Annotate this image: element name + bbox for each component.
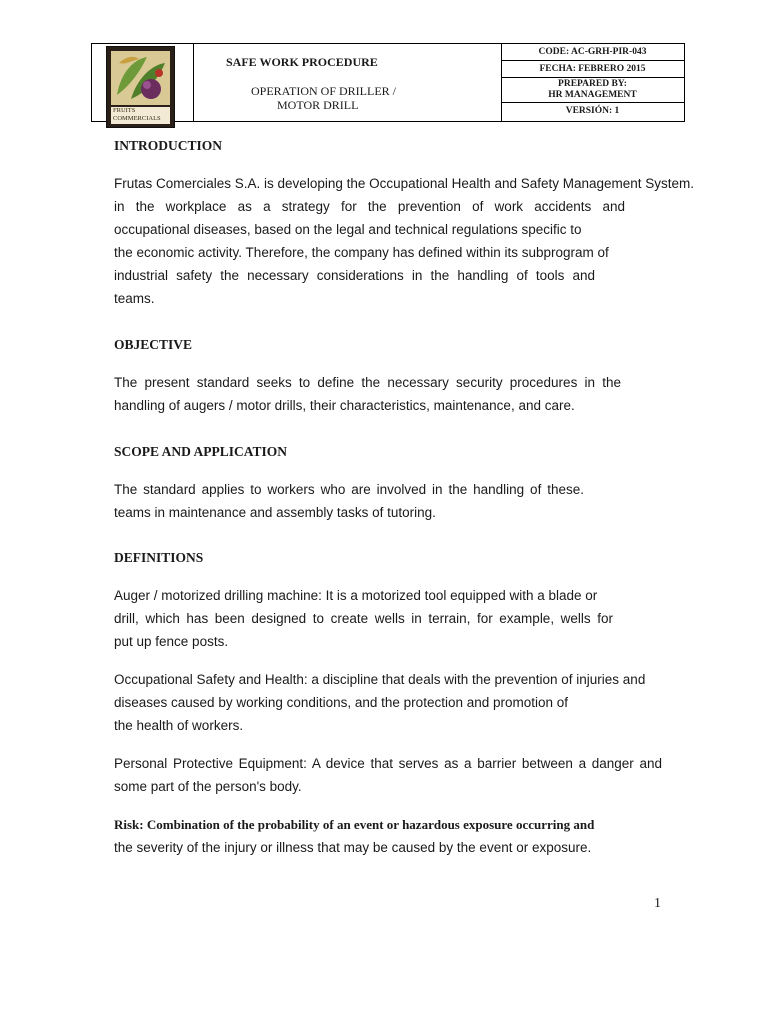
definition-auger-line: put up fence posts. [114,634,229,649]
document-header [91,43,685,122]
definition-auger-line: Auger / motorized drilling machine: It is a motorized tool equipped with a blade or [114,588,598,603]
prepared-by-value: HR MANAGEMENT [548,90,637,100]
heading-objective: OBJECTIVE [114,337,193,352]
heading-scope: SCOPE AND APPLICATION [114,444,288,459]
definition-risk-line: Risk: Combination of the probability of an event or hazardous exposure occurring and [114,817,595,832]
scope-line: The standard applies to workers who are involved in the handling of these. [114,482,584,497]
definition-osh-line: the health of workers. [114,718,244,733]
objective-line: handling of augers / motor drills, their characteristics, maintenance, and care. [114,398,575,413]
meta-cell [501,44,684,121]
definition-osh-line: diseases caused by working conditions, and the protection and promotion of [114,695,569,710]
logo-text-fruits: FRUITS [113,107,136,114]
definition-auger-line: drill, which has been designed to create wells in terrain, for example, wells for [114,611,613,626]
code-row [501,44,684,61]
procedure-subtitle-line1: OPERATION OF DRILLER / [251,84,397,98]
intro-line: industrial safety the necessary considerations in the handling of tools and [114,268,595,283]
page-number: 1 [654,896,661,911]
fruit-leaf-icon [111,51,170,105]
procedure-subtitle-line2: MOTOR DRILL [277,98,359,112]
logo-text-commercials: COMMERCIALS [113,115,161,122]
intro-line: teams. [114,291,155,306]
version-row [501,103,684,121]
definition-ppe-line: some part of the person's body. [114,779,302,794]
document-date: FECHA: FEBRERO 2015 [539,64,646,74]
logo-cell [92,44,194,121]
title-cell [193,44,502,121]
intro-line: the economic activity. Therefore, the company has defined within its subprogram of [114,245,609,260]
document-version: VERSIÓN: 1 [565,106,620,116]
intro-line: Frutas Comerciales S.A. is developing the Occupational Health and Safety Management System. [114,176,695,191]
definition-osh-line: Occupational Safety and Health: a discipline that deals with the prevention of injuries and [114,672,646,687]
heading-definitions: DEFINITIONS [114,550,204,565]
document-code: CODE: AC-GRH-PIR-043 [538,47,647,57]
company-logo [106,46,175,128]
intro-line: occupational diseases, based on the legal and technical regulations specific to [114,222,582,237]
date-row [501,61,684,78]
definition-risk-line: the severity of the injury or illness that may be caused by the event or exposure. [114,840,592,855]
logo-artwork [111,51,170,105]
objective-line: The present standard seeks to define the necessary security procedures in the [114,375,621,390]
procedure-title: SAFE WORK PROCEDURE [226,55,378,69]
scope-line: teams in maintenance and assembly tasks of tutoring. [114,505,436,520]
heading-introduction: INTRODUCTION [114,138,223,153]
intro-line: in the workplace as a strategy for the prevention of work accidents and [114,199,625,214]
definition-ppe-line: Personal Protective Equipment: A device that serves as a barrier between a danger and [114,756,662,771]
prepared-by-row [501,78,684,103]
prepared-by-label: PREPARED BY: [558,79,627,89]
logo-caption [111,107,170,124]
